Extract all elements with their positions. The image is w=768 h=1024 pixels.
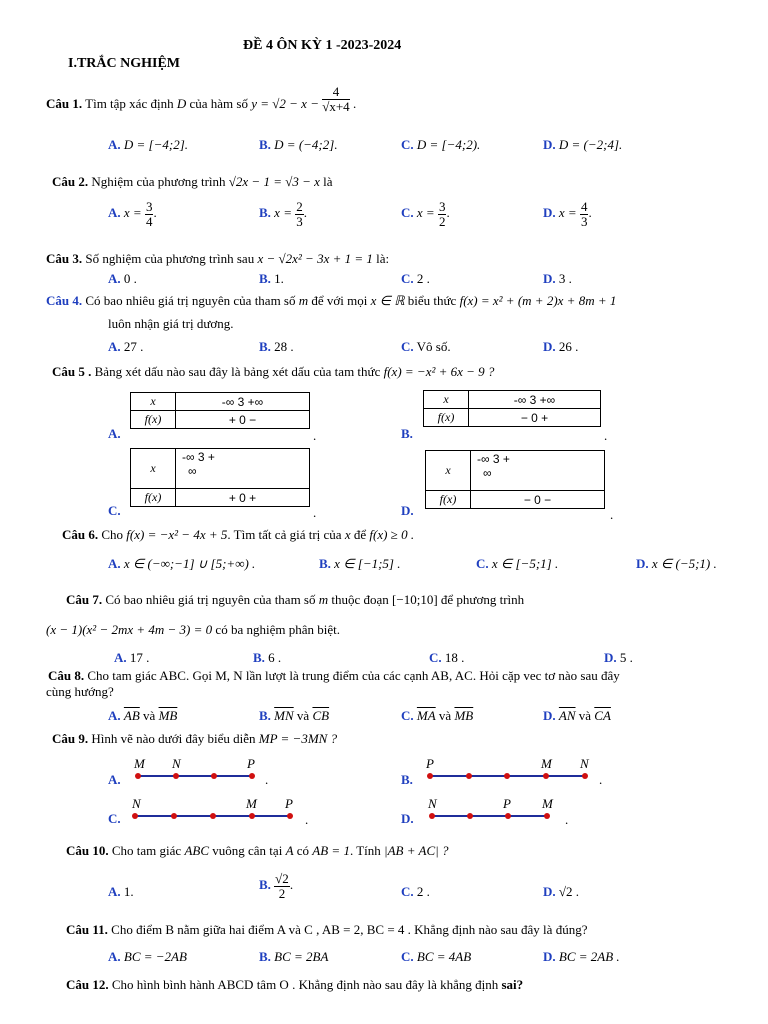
- q5-option-a-label[interactable]: A.: [108, 426, 121, 441]
- question-1: Câu 1. Tìm tập xác định D của hàm số y = √2 − x − $\frac{4}{√x+4}$ .: [46, 83, 357, 114]
- question-7-line2: (x − 1)(x² − 2mx + 4m − 3) = 0 có ba nghiệm phân biệt.: [46, 622, 340, 637]
- formula: |AB + AC| ?: [384, 843, 449, 858]
- question-6: Câu 6. Cho f(x) = −x² − 4x + 5. Tìm tất cả giá trị của x để f(x) ≥ 0 .: [62, 527, 415, 542]
- question-3: Câu 3. Số nghiệm của phương trình sau x − √2x² − 3x + 1 = 1 là:: [46, 251, 390, 266]
- q10-option-b[interactable]: B. $\frac{√2}{2}$ .: [259, 871, 294, 901]
- question-label: Câu 4.: [46, 293, 83, 308]
- q6-option-a[interactable]: A. x ∈ (−∞;−1] ∪ [5;+∞) .: [108, 556, 256, 571]
- q2-option-b[interactable]: B. x = $\frac{2}{3}$ .: [259, 199, 307, 229]
- q11-option-d[interactable]: D. BC = 2AB .: [543, 949, 620, 964]
- q8-option-d[interactable]: D. $\overline{AN}$ và $\overline{CA}$: [543, 708, 611, 723]
- q7-option-a[interactable]: A. 17 .: [114, 650, 150, 665]
- q1-option-d[interactable]: D. D = (−2;4].: [543, 137, 623, 152]
- question-label: Câu 3.: [46, 251, 83, 266]
- q8-option-c[interactable]: C. $\overline{MA}$ và $\overline{MB}$: [401, 708, 474, 723]
- q4-option-a[interactable]: A. 27 .: [108, 339, 144, 354]
- q3-option-c[interactable]: C. 2 .: [401, 271, 430, 286]
- question-label: Câu 11.: [66, 922, 108, 937]
- q9-option-c[interactable]: C.: [108, 811, 121, 826]
- formula: x − √2x² − 3x + 1 = 1: [257, 251, 373, 266]
- q1-option-b[interactable]: B. D = (−4;2].: [259, 137, 338, 152]
- q7-option-b[interactable]: B. 6 .: [253, 650, 282, 665]
- math-var: D: [176, 96, 187, 111]
- q5-option-b-label[interactable]: B.: [401, 426, 413, 441]
- question-label: Câu 7.: [66, 592, 103, 607]
- point: [249, 773, 255, 779]
- q6-option-b[interactable]: B. x ∈ [−1;5] .: [319, 556, 401, 571]
- q5-option-c-label[interactable]: C.: [108, 503, 121, 518]
- q3-option-d[interactable]: D. 3 .: [543, 271, 572, 286]
- question-4: Câu 4. Có bao nhiêu giá trị nguyên của tham số m để với mọi x ∈ ℝ biểu thức f(x) = x² + (m + 2)x + 8m + 1: [46, 293, 617, 308]
- q4-option-d[interactable]: D. 26 .: [543, 339, 579, 354]
- q10-option-d[interactable]: D. √2 .: [543, 884, 580, 899]
- q10-option-c[interactable]: C. 2 .: [401, 884, 430, 899]
- q3-option-b[interactable]: B. 1.: [259, 271, 284, 286]
- q11-option-a[interactable]: A. BC = −2AB: [108, 949, 187, 964]
- point-label: P: [285, 796, 293, 811]
- formula: f(x) = x² + (m + 2)x + 8m + 1: [459, 293, 617, 308]
- formula: √2x − 1 = √3 − x: [228, 174, 320, 189]
- formula: y = √2 − x −: [251, 96, 319, 111]
- question-label: Câu 10.: [66, 843, 109, 858]
- question-7: Câu 7. Có bao nhiêu giá trị nguyên của tham số m thuộc đoạn [−10;10] để phương trình: [66, 592, 525, 607]
- question-label: Câu 1.: [46, 96, 83, 111]
- point-label: N: [172, 756, 181, 771]
- point-label: P: [503, 796, 511, 811]
- question-label: Câu 12.: [66, 977, 109, 992]
- fraction: $\frac{4}{√x+4}$: [322, 83, 350, 114]
- point-label: N: [580, 756, 589, 771]
- point-label: N: [428, 796, 437, 811]
- sign-table-a[interactable]: x -∞ 3 +∞ f(x) + 0 −: [130, 392, 310, 429]
- q2-option-c[interactable]: C. x = $\frac{3}{2}$ .: [401, 199, 450, 229]
- q2-option-d[interactable]: D. x = $\frac{4}{3}$ .: [543, 199, 592, 229]
- question-label: Câu 2.: [52, 174, 89, 189]
- point: [173, 773, 179, 779]
- point-label: N: [132, 796, 141, 811]
- formula: f(x) = −x² + 6x − 9 ?: [383, 364, 495, 379]
- question-8-line2: cùng hướng?: [46, 684, 114, 699]
- question-11: Câu 11. Cho điểm B nằm giữa hai điểm A và C , AB = 2, BC = 4 . Khẳng định nào sau đây là đúng?: [66, 922, 588, 937]
- sign-table-b[interactable]: x -∞ 3 +∞ f(x) − 0 +: [423, 390, 601, 427]
- q7-option-c[interactable]: C. 18 .: [429, 650, 465, 665]
- point-label: M: [542, 796, 553, 811]
- formula: MP = −3MN ?: [258, 731, 338, 746]
- q4-option-c[interactable]: C. Vô số.: [401, 339, 451, 354]
- point-label: M: [246, 796, 257, 811]
- point-label: P: [247, 756, 255, 771]
- question-text: Nghiệm của phương trình: [91, 174, 226, 189]
- question-label: Câu 6.: [62, 527, 99, 542]
- sign-table-d[interactable]: x -∞ 3 + ∞ f(x) − 0 −: [425, 450, 605, 509]
- question-label: Câu 5 .: [52, 364, 92, 379]
- question-label: Câu 9.: [52, 731, 89, 746]
- question-8: Câu 8. Cho tam giác ABC. Gọi M, N lần lượt là trung điểm của các cạnh AB, AC. Hỏi cặp vec tơ nào sau đây: [48, 668, 620, 683]
- question-9: Câu 9. Hình vẽ nào dưới đây biểu diễn MP = −3MN ?: [52, 731, 338, 746]
- question-label: Câu 8.: [48, 668, 85, 683]
- q3-option-a[interactable]: A. 0 .: [108, 271, 137, 286]
- question-2: Câu 2. Nghiệm của phương trình √2x − 1 = √3 − x là: [52, 174, 333, 189]
- q11-option-c[interactable]: C. BC = 4AB: [401, 949, 472, 964]
- point: [135, 773, 141, 779]
- point: [211, 773, 217, 779]
- question-12: Câu 12. Cho hình bình hành ABCD tâm O . Khẳng định nào sau đây là khẳng định sai?: [66, 977, 524, 992]
- sign-table-c[interactable]: x -∞ 3 + ∞ f(x) + 0 +: [130, 448, 310, 507]
- exam-title: ĐỀ 4 ÔN KỲ 1 -2023-2024: [243, 38, 402, 53]
- question-5: Câu 5 . Bảng xét dấu nào sau đây là bảng xét dấu của tam thức f(x) = −x² + 6x − 9 ?: [52, 364, 495, 379]
- question-text: Tìm tập xác định: [85, 96, 174, 111]
- question-text: Số nghiệm của phương trình sau: [85, 251, 255, 266]
- q2-option-a[interactable]: A. x = $\frac{3}{4}$ .: [108, 199, 157, 229]
- q6-option-c[interactable]: C. x ∈ [−5;1] .: [476, 556, 559, 571]
- q4-option-b[interactable]: B. 28 .: [259, 339, 294, 354]
- q8-option-a[interactable]: A. $\overline{AB}$ và $\overline{MB}$: [108, 708, 178, 723]
- q5-option-d-label[interactable]: D.: [401, 503, 414, 518]
- point-label: M: [541, 756, 552, 771]
- q8-option-b[interactable]: B. $\overline{MN}$ và $\overline{CB}$: [259, 708, 330, 723]
- question-10: Câu 10. Cho tam giác ABC vuông cân tại A có AB = 1. Tính |AB + AC| ?: [66, 843, 449, 858]
- q7-option-d[interactable]: D. 5 .: [604, 650, 633, 665]
- q9-option-b[interactable]: B.: [401, 772, 413, 787]
- q9-option-d[interactable]: D.: [401, 811, 414, 826]
- formula: (x − 1)(x² − 2mx + 4m − 3) = 0: [46, 622, 213, 637]
- question-text: của hàm số: [189, 96, 248, 111]
- q10-option-a[interactable]: A. 1.: [108, 884, 134, 899]
- q6-option-d[interactable]: D. x ∈ (−5;1) .: [636, 556, 717, 571]
- q1-option-a[interactable]: A. D = [−4;2].: [108, 137, 189, 152]
- point-label: P: [426, 756, 434, 771]
- question-4-line2: luôn nhận giá trị dương.: [108, 316, 234, 331]
- formula: f(x) = −x² − 4x + 5: [126, 527, 228, 542]
- q11-option-b[interactable]: B. BC = 2BA: [259, 949, 329, 964]
- q1-option-c[interactable]: C. D = [−4;2).: [401, 137, 481, 152]
- point-label: M: [134, 756, 145, 771]
- q9-option-a[interactable]: A.: [108, 772, 121, 787]
- section-title: I.TRẮC NGHIỆM: [68, 56, 181, 71]
